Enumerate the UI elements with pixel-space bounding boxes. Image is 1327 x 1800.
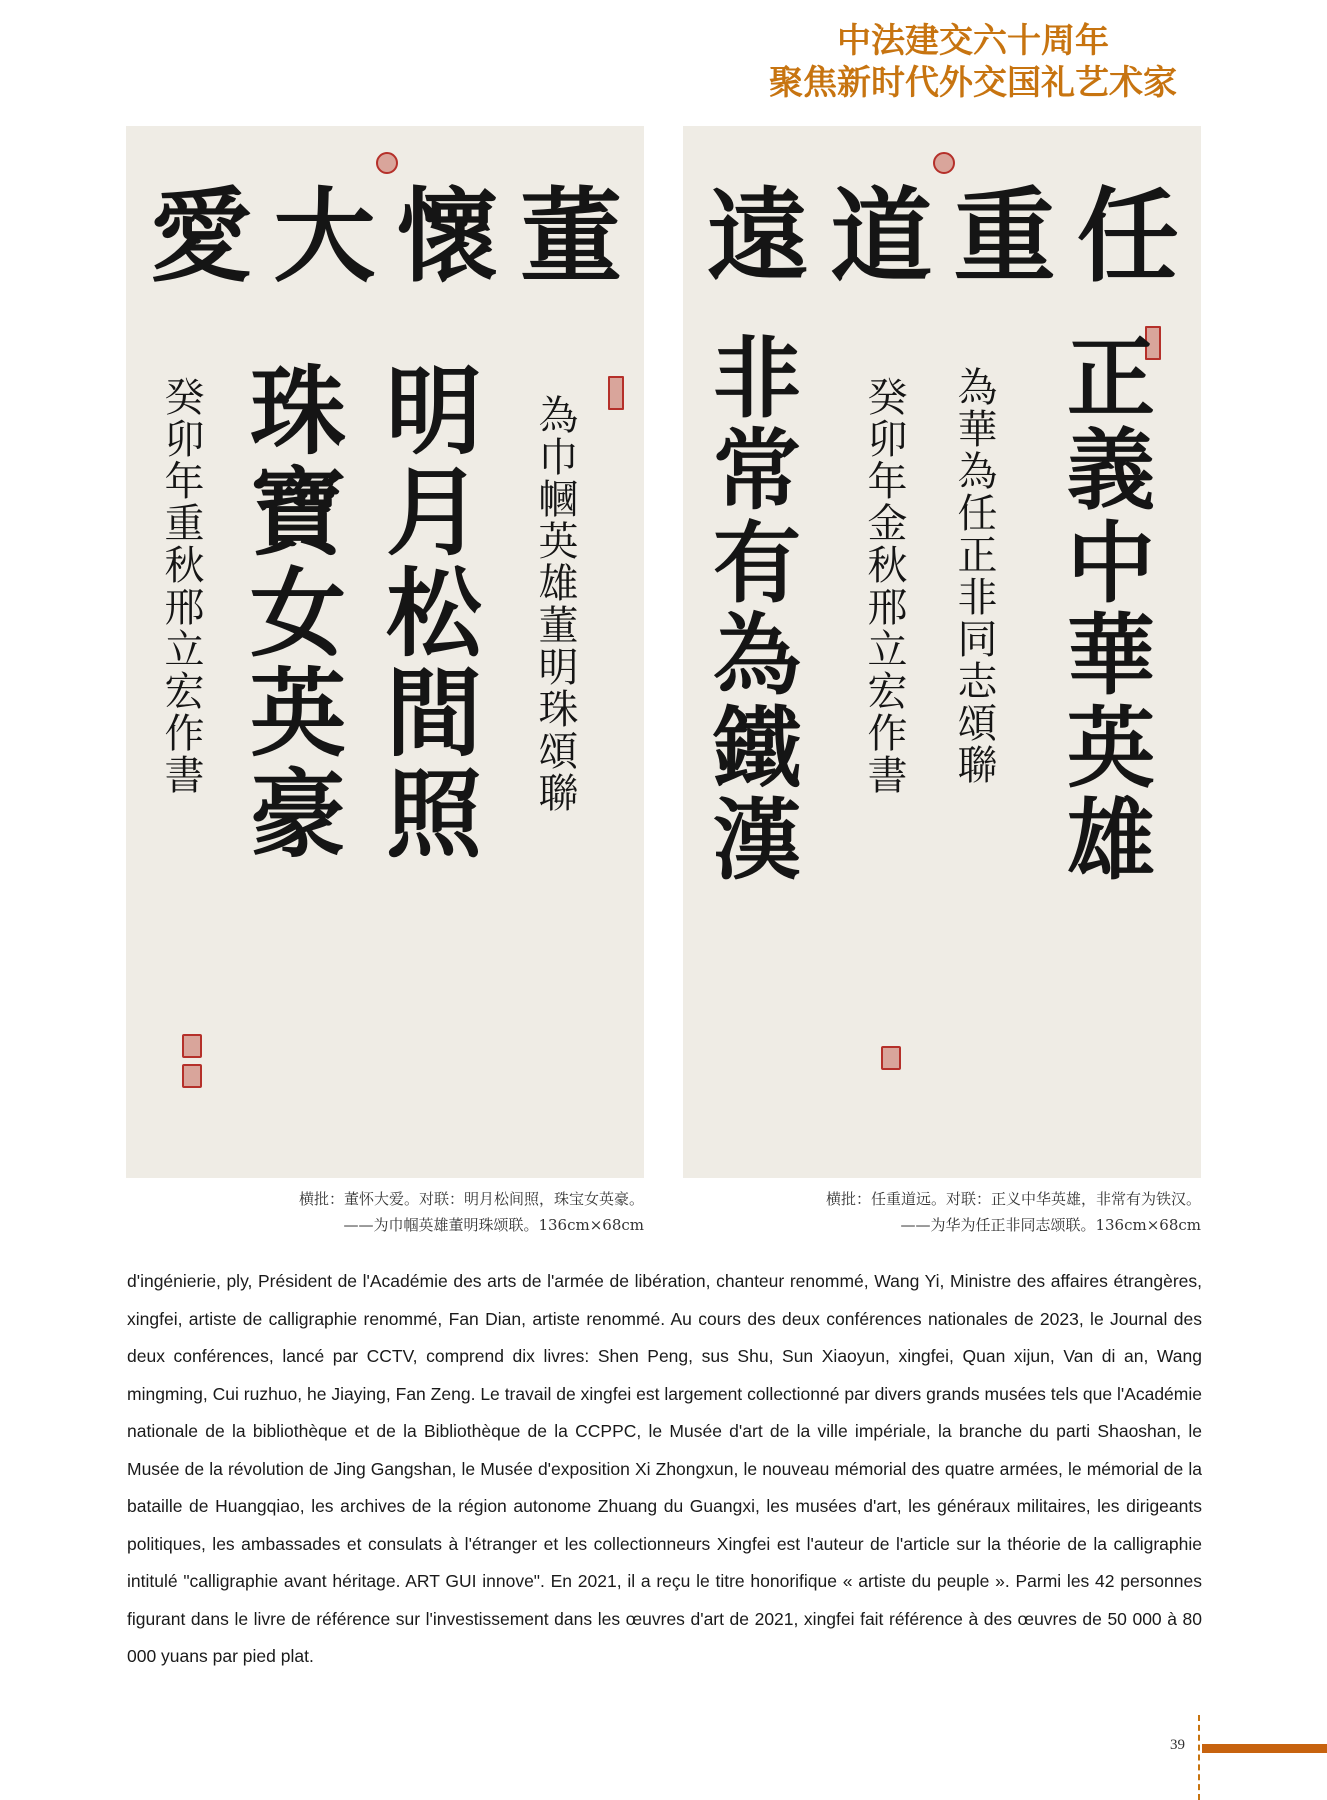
page-header [769,20,1177,104]
header-line-1: 中法建交六十周年 [837,21,1109,61]
left-artwork-caption [126,1186,644,1238]
caption-line: ——为巾帼英雄董明珠颂联。136cm×68cm [343,1216,644,1234]
right-inscription-1 [953,366,995,786]
title-char: 任 [1076,177,1179,297]
inscription-text: 癸卯年重秋邢立宏作書 [158,376,204,796]
title-char: 董 [519,177,622,297]
couplet-char: 為 [713,603,802,708]
title-char: 懷 [396,177,499,297]
couplet-char: 英 [1067,695,1156,800]
left-inscription-1 [534,394,576,814]
caption-line: 横批：董怀大爱。对联：明月松间照，珠宝女英豪。 [298,1190,644,1208]
couplet-char: 非 [713,326,802,430]
couplet-char: 間 [386,657,482,771]
caption-line: ——为华为任正非同志颂联。136cm×68cm [900,1216,1201,1234]
right-title-row [707,177,1179,297]
couplet-char: 英 [250,657,346,771]
couplet-char: 豪 [250,758,346,872]
couplet-char: 漢 [713,787,802,892]
right-couplet-left [713,326,802,892]
left-couplet-left [250,355,346,872]
seal-icon [608,376,624,410]
seal-icon [182,1064,202,1088]
couplet-char: 月 [386,455,482,569]
left-title-row [150,177,622,297]
right-inscription-2 [863,376,905,796]
couplet-char: 中 [1067,510,1156,615]
footer-divider [1198,1715,1200,1800]
couplet-char: 松 [386,556,482,670]
title-char: 大 [273,177,376,297]
couplet-char: 女 [250,556,346,670]
couplet-char: 寶 [250,455,346,569]
couplet-char: 照 [386,758,482,872]
inscription-text: 為華為任正非同志頌聯 [951,366,997,786]
title-char: 遠 [707,177,809,297]
header-line-2: 聚焦新时代外交国礼艺术家 [769,63,1177,103]
page-number: 39 [1170,1737,1185,1753]
seal-icon [376,152,398,174]
left-calligraphy-artwork [126,126,644,1178]
couplet-char: 常 [713,418,802,523]
seal-icon [182,1034,202,1058]
couplet-char: 珠 [250,355,346,468]
couplet-char: 明 [386,355,482,468]
title-char: 重 [953,177,1056,297]
body-paragraph: d'ingénierie, ply, Président de l'Académie des arts de l'armée de libération, chanteur renommé, Wang Yi, Ministre des affaires étrangères, xingfei, artiste de calligraphie renommé, Fan Dian, artiste renommé. Au cours des deux conférences nationales de 2023, le Journal des deux conférences, lancé par CCTV, comprend dix livres: Shen Peng, sus Shu, Sun Xiaoyun, xingfei, Quan xijun, Van di an, Wang mingming, Cui ruzhuo, he Jiaying, Fan Zeng. Le travail de xingfei est largement collectionné par divers grands musées tels que l'Académie nationale de la bibliothèque et de la Bibliothèque de la CCPPC, le Musée d'art de la ville impériale, la branche du parti Shaoshan, le Musée de la révolution de Jing Gangshan, le Musée d'exposition Xi Zhongxun, le nouveau mémorial des quatre armées, le mémorial de la bataille de Huangqiao, les archives de la région autonome Zhuang du Guangxi, les musées d'art, les généraux militaires, les dirigeants politiques, les ambassades et consulats à l'étranger et les collectionneurs Xingfei est l'auteur de l'article sur la théorie de la calligraphie intitulé "calligraphie avant héritage. ART GUI innove". En 2021, il a reçu le titre honorifique « artiste du peuple ». Parmi les 42 personnes figurant dans le livre de référence sur l'investissement dans les œuvres d'art de 2021, xingfei fait référence à des œuvres de 50 000 à 80 000 yuans par pied plat. [127,1271,1202,1666]
right-calligraphy-artwork [683,126,1201,1178]
left-inscription-2 [160,376,202,796]
seal-icon [933,152,955,174]
seal-icon [881,1046,901,1070]
right-couplet-right [1067,326,1156,892]
caption-line: 横批：任重道远。对联：正义中华英雄，非常有为铁汉。 [825,1190,1201,1208]
couplet-char: 華 [1067,603,1156,708]
inscription-text: 為巾幗英雄董明珠頌聯 [532,394,578,814]
right-artwork-caption [683,1186,1201,1238]
couplet-char: 鐵 [713,695,802,800]
couplet-char: 義 [1067,418,1156,523]
couplet-char: 雄 [1067,787,1156,892]
footer-accent-bar [1202,1744,1327,1753]
title-char: 愛 [150,177,252,297]
couplet-char: 正 [1067,326,1156,430]
inscription-text: 癸卯年金秋邢立宏作書 [861,376,907,796]
left-couplet-right [386,355,482,872]
couplet-char: 有 [713,510,802,615]
title-char: 道 [830,177,933,297]
